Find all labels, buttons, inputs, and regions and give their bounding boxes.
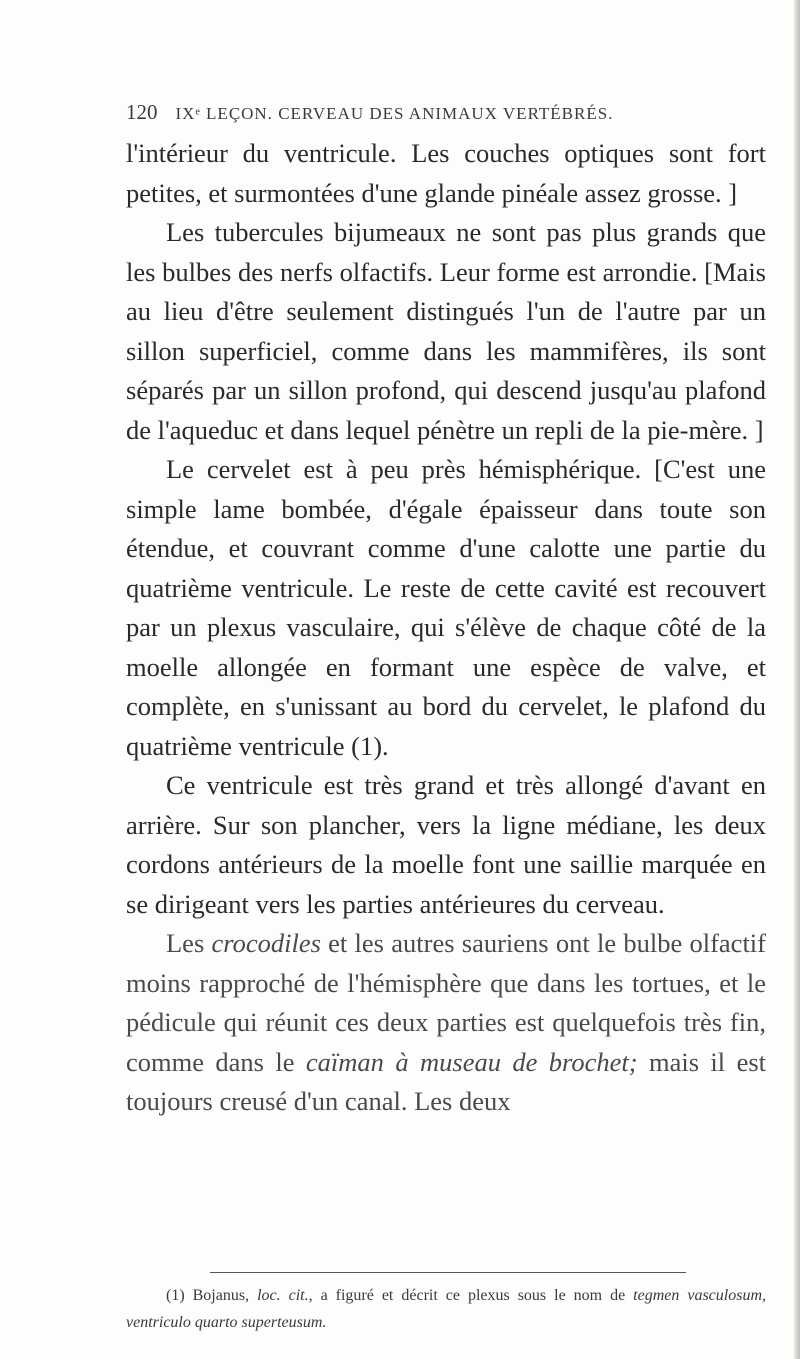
paragraph-3: Le cervelet est à peu près hémisphérique. [C'est une simple lame bombée, d'égale épaisseur dans toute son étendue, et couvrant comme d'une calotte une partie du quatrième ventricule. Le reste de cette cavité est recouvert par un plexus vasculaire, qui s'élève de chaque côté de la moelle allongée en formant une espèce de valve, et complète, en s'unissant au bord du cervelet, le plafond du quatrième ventricule (1).: [126, 454, 766, 761]
paragraph-5-text: Les: [166, 928, 212, 958]
main-text: [126, 134, 766, 1122]
italic-crocodiles: crocodiles: [211, 928, 321, 958]
page-number: 120: [126, 100, 158, 124]
footnote-text-cont: , a figuré et décrit ce plexus sous le nom de: [308, 1287, 634, 1304]
page-edge-shadow: [794, 0, 800, 1359]
footnote-italic-loc: loc. cit.: [257, 1287, 309, 1304]
footnote-divider: [210, 1272, 686, 1273]
paragraph-5: [126, 924, 766, 1122]
paragraph-1: l'intérieur du ventricule. Les couches optiques sont fort petites, et surmontées d'une glande pinéale assez grosse. ]: [126, 138, 766, 208]
footnote-text: (1) Bojanus,: [166, 1287, 258, 1304]
paragraph-4: Ce ventricule est très grand et très allongé d'avant en arrière. Sur son plancher, vers la ligne médiane, les deux cordons antérieurs de la moelle font une saillie marquée en se dirigeant vers les parties antérieures du cerveau.: [126, 770, 766, 919]
paragraph-5-text-end: mais il est toujours creusé d'un canal. Les deux: [126, 1046, 767, 1116]
paragraph-5-text-cont: et les autres sauriens ont le bulbe olfactif moins rapproché de l'hémisphère que dans les tortues, et le pédicule qui réunit ces deux parties est quelquefois très fin, comme dans le: [126, 928, 766, 1077]
running-title: IXᵉ LEÇON. CERVEAU DES ANIMAUX VERTÉBRÉS.: [175, 104, 614, 123]
italic-caiman: caïman à museau de brochet;: [305, 1046, 638, 1077]
footnote-italic-latin: tegmen vasculosum, ventriculo quarto superteusum.: [126, 1287, 767, 1331]
running-header: [126, 100, 766, 125]
paragraph-2: Les tubercules bijumeaux ne sont pas plus grands que les bulbes des nerfs olfactifs. Leur forme est arrondie. [Mais au lieu d'être seulement distingués l'un de l'autre par un sillon superficiel, comme dans les mammifères, ils sont séparés par un sillon profond, qui descend jusqu'au plafond de l'aqueduc et dans lequel pénètre un repli de la pie-mère. ]: [126, 217, 766, 445]
footnote: [126, 1282, 766, 1336]
